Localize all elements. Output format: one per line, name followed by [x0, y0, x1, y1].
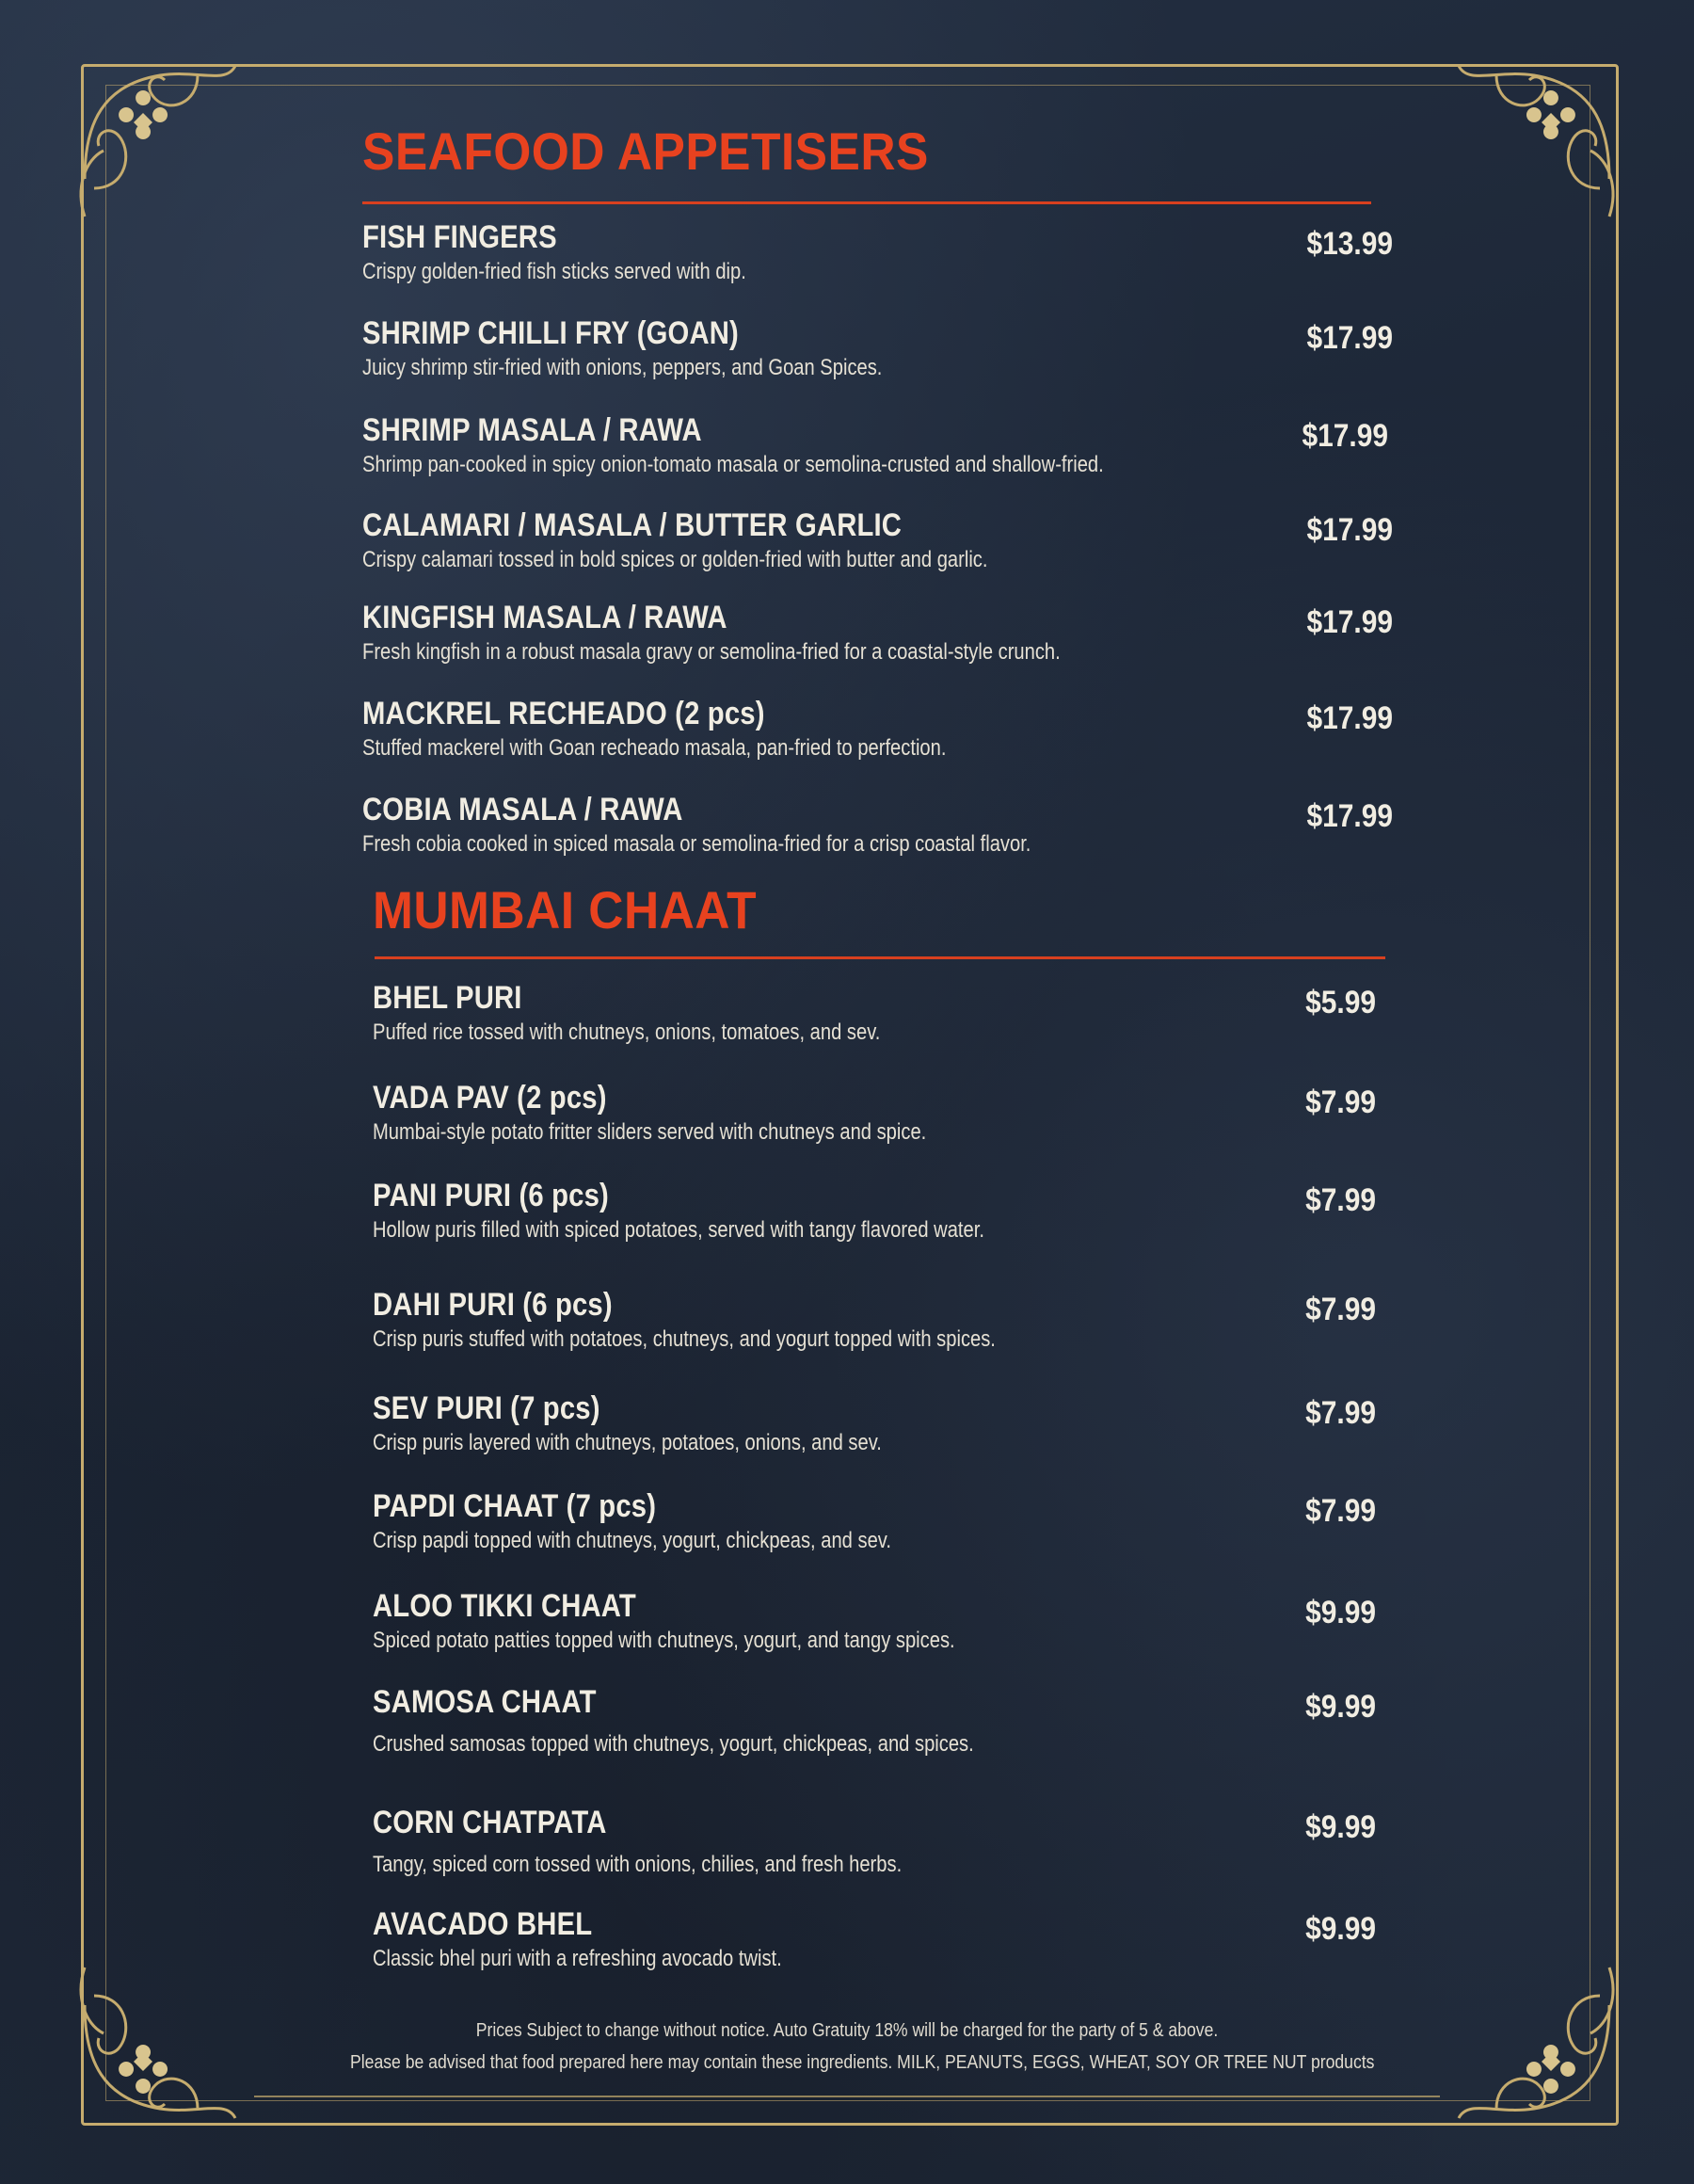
item-name: KINGFISH MASALA / RAWA — [362, 600, 727, 635]
item-name: SEV PURI (7 pcs) — [373, 1390, 600, 1426]
item-description: Tangy, spiced corn tossed with onions, chilies, and fresh herbs. — [373, 1852, 903, 1877]
item-price: $17.99 — [1306, 604, 1393, 640]
section-title-seafood: SEAFOOD APPETISERS — [362, 121, 929, 181]
section-divider — [375, 956, 1385, 959]
item-name: PAPDI CHAAT (7 pcs) — [373, 1488, 657, 1524]
item-description: Crispy golden-fried fish sticks served with dip. — [362, 259, 746, 284]
item-name: AVACADO BHEL — [373, 1906, 593, 1942]
corner-ornament-icon — [66, 1949, 254, 2137]
item-name: BHEL PURI — [373, 980, 522, 1016]
item-description: Juicy shrimp stir-fried with onions, peppers, and Goan Spices. — [362, 355, 883, 380]
item-name: VADA PAV (2 pcs) — [373, 1080, 607, 1116]
item-price: $9.99 — [1305, 1689, 1376, 1725]
item-price: $5.99 — [1305, 985, 1376, 1020]
item-description: Fresh kingfish in a robust masala gravy or semolina-fried for a coastal-style crunch. — [362, 639, 1061, 665]
corner-ornament-icon — [1440, 1949, 1628, 2137]
item-name: SHRIMP CHILLI FRY (GOAN) — [362, 315, 739, 351]
item-description: Puffed rice tossed with chutneys, onions, tomatoes, and sev. — [373, 1020, 881, 1045]
item-price: $17.99 — [1302, 418, 1388, 454]
item-price: $7.99 — [1305, 1084, 1376, 1120]
item-description: Crisp papdi topped with chutneys, yogurt, chickpeas, and sev. — [373, 1528, 891, 1553]
corner-ornament-icon — [66, 47, 254, 235]
item-description: Hollow puris filled with spiced potatoes, served with tangy flavored water. — [373, 1217, 984, 1243]
item-price: $17.99 — [1306, 798, 1393, 834]
item-description: Crisp puris layered with chutneys, potatoes, onions, and sev. — [373, 1430, 882, 1455]
item-name: SHRIMP MASALA / RAWA — [362, 412, 702, 448]
item-price: $9.99 — [1305, 1809, 1376, 1845]
item-name: PANI PURI (6 pcs) — [373, 1178, 609, 1213]
item-price: $7.99 — [1305, 1292, 1376, 1327]
item-description: Classic bhel puri with a refreshing avocado twist. — [373, 1946, 782, 1971]
footer-divider — [254, 2096, 1440, 2097]
item-price: $7.99 — [1305, 1395, 1376, 1431]
item-description: Mumbai-style potato fritter sliders served with chutneys and spice. — [373, 1119, 927, 1145]
item-description: Crispy calamari tossed in bold spices or golden-fried with butter and garlic. — [362, 547, 988, 572]
item-price: $17.99 — [1306, 512, 1393, 548]
footer-allergen-notice: Please be advised that food prepared here may contain these ingredients. MILK, PEANUTS, EGGS, WHEAT, SOY OR TREE NUT products — [350, 2052, 1375, 2073]
item-description: Stuffed mackerel with Goan recheado masala, pan-fried to perfection. — [362, 735, 947, 761]
item-name: FISH FINGERS — [362, 219, 557, 255]
item-price: $17.99 — [1306, 700, 1393, 736]
footer-price-notice: Prices Subject to change without notice. Auto Gratuity 18% will be charged for the party of 5 & above. — [475, 2020, 1219, 2041]
item-price: $13.99 — [1306, 226, 1393, 262]
item-description: Fresh cobia cooked in spiced masala or semolina-fried for a crisp coastal flavor. — [362, 831, 1031, 857]
item-name: SAMOSA CHAAT — [373, 1684, 597, 1720]
item-name: ALOO TIKKI CHAAT — [373, 1588, 636, 1624]
section-title-chaat: MUMBAI CHAAT — [373, 880, 758, 939]
item-description: Crisp puris stuffed with potatoes, chutneys, and yogurt topped with spices. — [373, 1326, 996, 1352]
item-price: $9.99 — [1305, 1911, 1376, 1947]
item-price: $7.99 — [1305, 1182, 1376, 1218]
item-name: CORN CHATPATA — [373, 1805, 607, 1840]
corner-ornament-icon — [1440, 47, 1628, 235]
item-name: CALAMARI / MASALA / BUTTER GARLIC — [362, 507, 903, 543]
item-description: Shrimp pan-cooked in spicy onion-tomato masala or semolina-crusted and shallow-fried. — [362, 452, 1104, 477]
item-price: $9.99 — [1305, 1595, 1376, 1630]
item-name: MACKREL RECHEADO (2 pcs) — [362, 696, 765, 731]
item-description: Crushed samosas topped with chutneys, yogurt, chickpeas, and spices. — [373, 1731, 974, 1757]
item-name: DAHI PURI (6 pcs) — [373, 1287, 613, 1323]
item-price: $7.99 — [1305, 1493, 1376, 1529]
item-description: Spiced potato patties topped with chutneys, yogurt, and tangy spices. — [373, 1628, 955, 1653]
item-price: $17.99 — [1306, 320, 1393, 356]
item-name: COBIA MASALA / RAWA — [362, 792, 683, 827]
section-divider — [362, 201, 1371, 204]
